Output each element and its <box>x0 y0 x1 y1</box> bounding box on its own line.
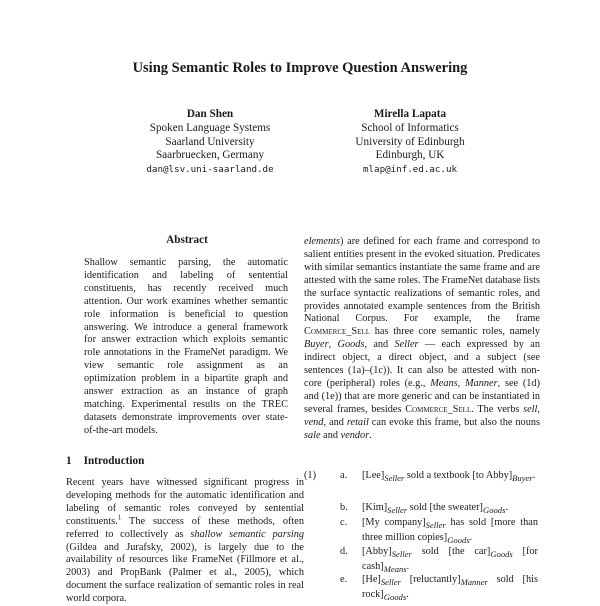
body-text: ) are defined for each frame and correspond to salient entities present in the evoked situation. Predicates with similar semantics instantiate the same frame and are attested with the same roles. The FrameNet database lists the surface syntactic realizations of semantic roles, and provides annotated example sentences from the British National Corpus. For example, the frame <box>304 236 540 325</box>
body-text: , <box>328 339 338 351</box>
example-sentence: $[Abby]_{Seller}$ sold [the $car]_{Goods}$ [for $cash]_{Means}$. <box>362 546 538 574</box>
author-location: Edinburgh, UK <box>375 149 445 162</box>
role-label: Seller <box>391 549 412 560</box>
noun: vendor <box>340 429 370 441</box>
body-text: has three core semantic roles, namely <box>369 326 540 338</box>
section-title: Introduction <box>83 455 145 467</box>
body-text: — each expressed by an indirect object, a direct object, and a subject (see sentences (1a)–(1c)). It can also be attested with non-core (peripheral) roles (e.g., <box>304 339 540 389</box>
verb: sell <box>523 403 538 415</box>
example-sentence: $[Kim]_{Seller}$ sold [the $sweater]_{Goods}$. <box>362 502 509 516</box>
body-text: . The verbs <box>471 403 524 415</box>
role-name: Seller <box>394 339 419 351</box>
frame-name: Commerce_Sell <box>405 403 472 415</box>
section-number: 1 <box>66 455 72 467</box>
body-text: , <box>537 403 540 415</box>
author-name: Dan Shen <box>186 108 234 120</box>
frame-name: Commerce_Sell <box>304 326 370 338</box>
intro-text: The success of these methods, often referred to collectively as <box>66 515 304 540</box>
intro-text: Recent years have witnessed significant progress in developing methods for the automatic identification and labeling of semantic roles conveyed by sentential constituents. <box>66 477 304 527</box>
role-name: Buyer <box>304 339 329 351</box>
example-letter: c. <box>340 517 348 528</box>
author-block <box>100 108 320 177</box>
example-letter: e. <box>340 574 348 585</box>
role-label: Seller <box>387 505 408 516</box>
author-block <box>300 108 520 177</box>
role-label: Buyer <box>512 473 533 484</box>
author-affiliation: Saarland University <box>165 135 255 148</box>
role-label: Goods <box>383 592 407 602</box>
role-label: Means <box>383 564 407 574</box>
body-text: , see (1d) and (1e)) that are more generic and can be instantiated in several frames, besides <box>304 377 540 415</box>
example-number: (1) <box>304 470 317 481</box>
verb: retail <box>346 416 369 428</box>
example-letter: b. <box>340 502 348 513</box>
role-label: Goods <box>490 549 513 560</box>
author-location: Saarbruecken, Germany <box>155 149 265 162</box>
role-label: Seller <box>380 577 401 588</box>
role-name: Means, Manner <box>430 377 498 389</box>
noun: sale <box>304 429 321 441</box>
emphasis: elements <box>304 236 341 247</box>
body-text: . <box>369 429 372 441</box>
role-label: Goods <box>483 505 506 516</box>
role-label: Seller <box>384 473 405 484</box>
author-name: Mirella Lapata <box>373 108 447 120</box>
body-text: can evoke this frame, but also the nouns <box>368 416 541 428</box>
author-affiliation: Spoken Language Systems <box>149 121 271 134</box>
author-affiliation: School of Informatics <box>361 121 459 134</box>
role-label: Goods <box>447 535 470 545</box>
footnote-mark: 1 <box>117 513 122 522</box>
example-letter: a. <box>340 470 348 481</box>
intro-emphasis: shallow semantic parsing <box>190 528 304 540</box>
abstract-heading: Abstract <box>166 234 208 246</box>
section-heading <box>66 455 144 467</box>
intro-paragraph <box>66 477 304 606</box>
body-text: , and <box>364 339 395 351</box>
role-name: Goods <box>337 339 365 351</box>
example-sentence: $[He]_{Seller}$ $[reluctantly]_{Manner}$ sold [his $rock]_{Goods}$. <box>362 574 538 602</box>
verb: vend <box>304 416 324 428</box>
body-text: and <box>320 429 341 441</box>
example-letter: d. <box>340 546 348 557</box>
role-label: Seller <box>425 520 446 531</box>
paper-title: Using Semantic Roles to Improve Question Answering <box>132 60 468 76</box>
role-label: Manner <box>460 577 488 588</box>
intro-text: (Gildea and Jurafsky, 2002), is largely due to the availability of resources like FrameNet (Fillmore et al., 2003) and PropBank (Palmer et al., 2005), which document the surface realization of semantic roles in real world corpora. <box>66 541 304 605</box>
author-affiliation: University of Edinburgh <box>355 135 465 148</box>
body-paragraph <box>304 236 540 443</box>
abstract-text: Shallow semantic parsing, the automatic identification and labeling of sentential constituents, has recently received much attention. Our work examines whether semantic role information is beneficial to question answering. We introduce a general framework for answer extraction which exploits semantic role annotations in the FrameNet paradigm. We view semantic role assignment as an optimization problem in a bipartite graph and answer extraction as an instance of graph matching. Experimental results on the TREC datasets demonstrate improvements over state-of-the-art models. <box>84 257 288 436</box>
author-email: mlap@inf.ed.ac.uk <box>362 164 458 176</box>
body-text: , and <box>323 416 347 428</box>
author-email: dan@lsv.uni-saarland.de <box>146 164 274 176</box>
example-sentence: $[Lee]_{Seller}$ sold a textbook [to $Abby]_{Buyer}$. <box>362 470 536 484</box>
example-sentence: [My $company]_{Seller}$ has sold [more than three million $copies]_{Goods}$. <box>362 517 538 545</box>
